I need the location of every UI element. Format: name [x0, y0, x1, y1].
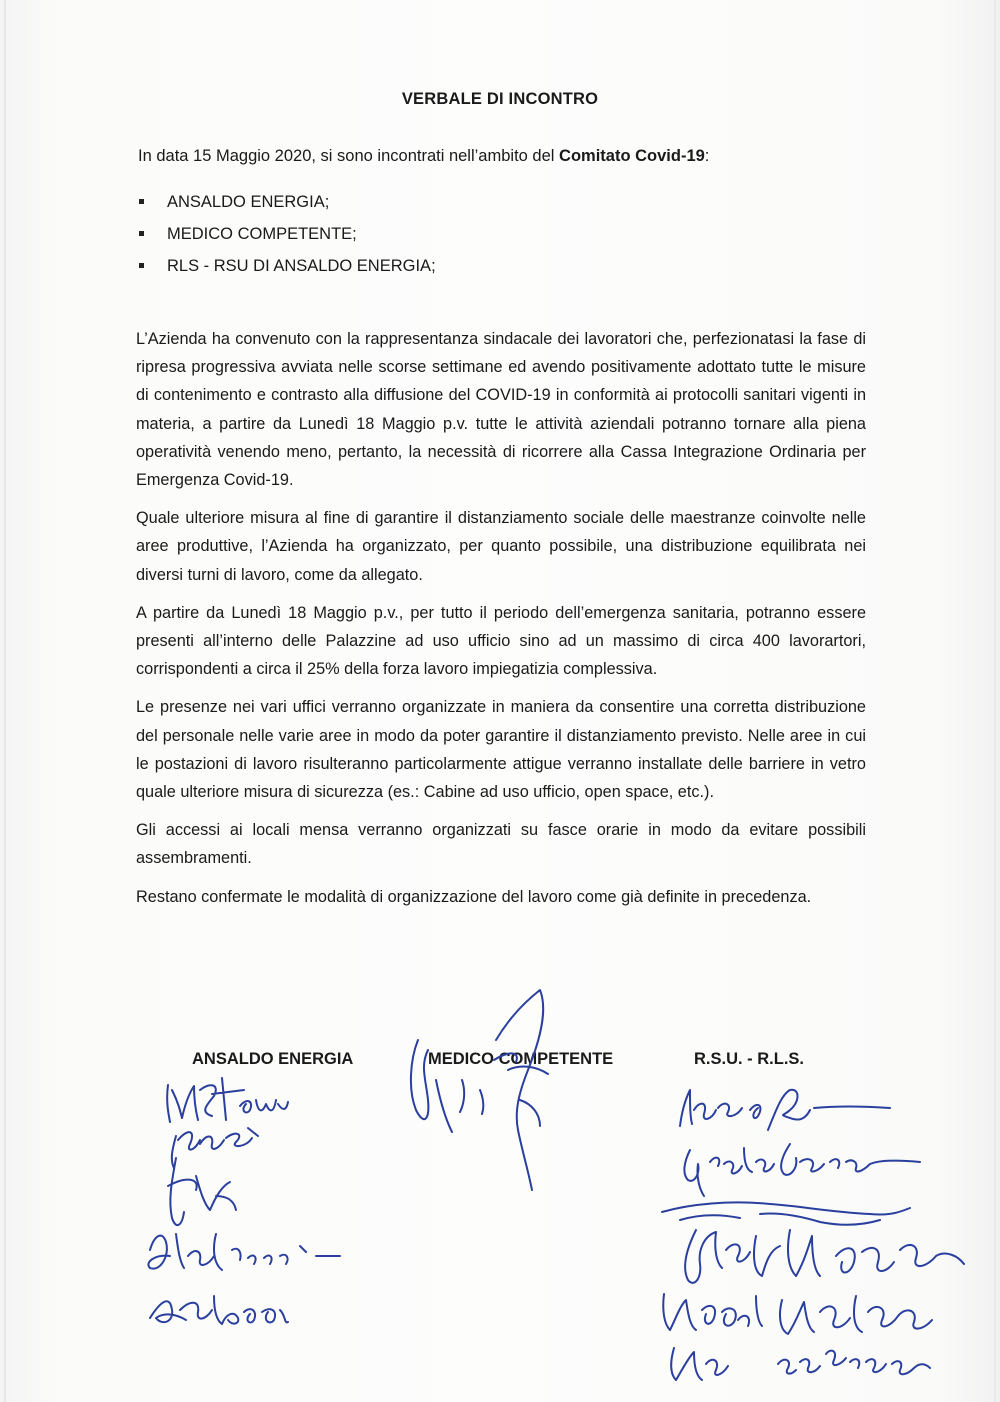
signature-rsu-6	[671, 1348, 930, 1380]
signature-rsu-1	[680, 1090, 890, 1130]
paragraph-canteen: Gli accessi ai locali mensa verranno organizzati su fasce orarie in modo da evitare possibili assembramenti.	[136, 821, 866, 868]
intro-prefix: In data 15 Maggio 2020, si sono incontrati nell’ambito del	[138, 147, 560, 165]
signature-ansaldo-4	[148, 1234, 340, 1270]
intro-committee: Comitato Covid-19	[559, 147, 705, 165]
signature-label-ansaldo: ANSALDO ENERGIA	[192, 1050, 354, 1068]
signature-medico	[411, 990, 548, 1190]
signature-ansaldo-2	[172, 1128, 258, 1168]
paragraph-shifts: Quale ulteriore misura al fine di garantire il distanziamento sociale delle maestranze coinvolte nelle aree produttive, l’Azienda ha organizzato, per quanto possibile, una distribuzione equilibrata nei diversi turni di lavoro, come da allegato.	[136, 509, 866, 584]
paragraph-agreement: L’Azienda ha convenuto con la rappresentanza sindacale dei lavoratori che, perfezionatasi la fase di ripresa progressiva avviata nelle scorse settimane ed avendo positivamente adottato tutte le misure di contenimento e contrasto alla diffusione del COVID-19 in conformità ai protocolli sanitari vigenti in materia, a partire da Lunedì 18 Maggio p.v. tutte le attività aziendali potranno tornare alla piena operatività venendo meno, pertanto, la necessità di ricorrere alla Cassa Integrazione Ordinaria per Emergenza Covid-19.	[136, 330, 866, 490]
party-item: ANSALDO ENERGIA;	[138, 190, 436, 222]
signature-label-rsu: R.S.U. - R.L.S.	[694, 1050, 805, 1068]
signature-rsu-5	[663, 1294, 932, 1334]
signature-ansaldo-1	[167, 1078, 288, 1122]
paragraph-confirmation: Restano confermate le modalità di organizzazione del lavoro come già definite in precedenza.	[136, 887, 812, 906]
signature-rsu-4	[685, 1230, 964, 1283]
document-body	[136, 325, 866, 921]
signature-ansaldo-5	[150, 1296, 288, 1324]
document-title: VERBALE DI INCONTRO	[401, 90, 599, 108]
signature-rsu-3	[662, 1202, 910, 1224]
intro-line	[138, 147, 709, 166]
signature-rsu-2	[684, 1144, 920, 1196]
signature-ansaldo-3	[168, 1158, 236, 1225]
paragraph-offices: A partire da Lunedì 18 Maggio p.v., per tutto il periodo dell’emergenza sanitaria, potranno essere presenti all’interno delle Palazzine ad uso ufficio sino ad un massimo di circa 400 lavorartori, corrispondenti a circa il 25% della forza lavoro impiegatizia complessiva.	[136, 603, 866, 679]
page-edge-right	[994, 0, 996, 1402]
intro-suffix: :	[704, 147, 710, 165]
party-item: MEDICO COMPETENTE;	[138, 222, 436, 254]
party-item: RLS - RSU DI ANSALDO ENERGIA;	[138, 254, 436, 286]
parties-list	[138, 190, 436, 286]
paragraph-distribution: Le presenze nei vari uffici verranno organizzate in maniera da consentire una corretta distribuzione del personale nelle varie aree in modo da poter garantire il distanziamento previsto. Nelle aree in cui le postazioni di lavoro risulteranno particolarmente attigue verranno installate delle barriere in vetro quale ulteriore misura di sicurezza (es.: Cabine ad uso ufficio, open space, etc.).	[136, 698, 866, 802]
signature-label-medico: MEDICO COMPETENTE	[428, 1050, 614, 1068]
page-edge-left	[4, 0, 6, 1402]
